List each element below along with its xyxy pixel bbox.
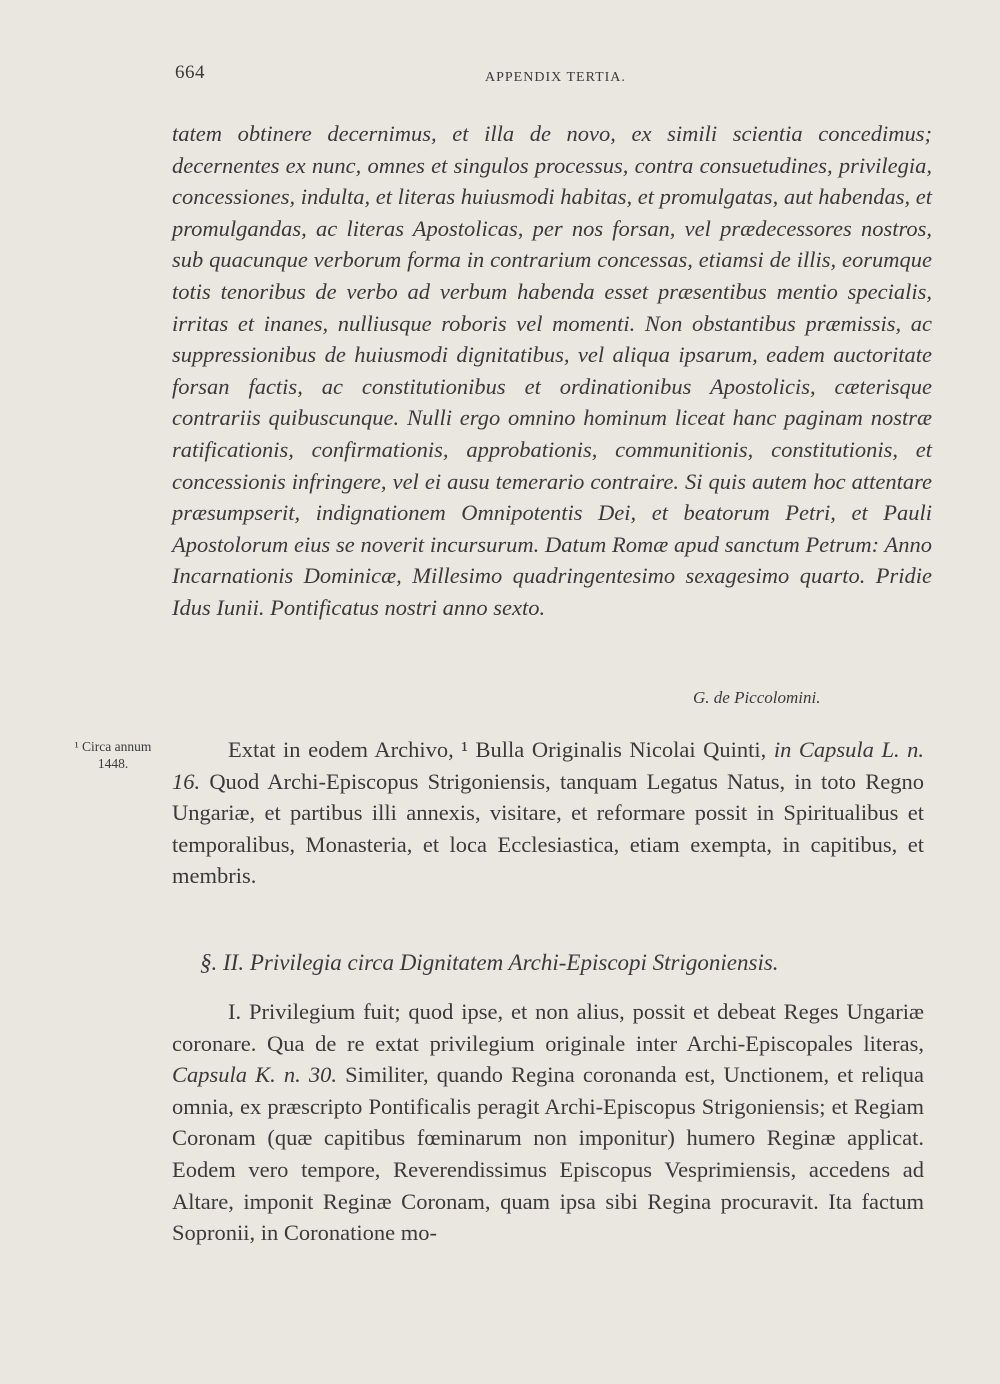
extat-paragraph: [172, 734, 924, 892]
margin-footnote: [58, 738, 168, 772]
signature-line: G. de Piccolomini.: [693, 688, 821, 707]
extat-text-start: Extat in eodem Archivo, ¹ Bulla Originalis Nicolai Quinti,: [228, 737, 767, 762]
margin-footnote-year: 1448.: [97, 756, 129, 771]
italic-text-block: tatem obtinere decernimus, et illa de novo, ex simili scientia concedimus; decernentes ex nunc, omnes et singulos processus, contra consuetudines, privilegia, concessiones, indulta, et literas huiusmodi habitas, et promulgatas, aut habendas, et promulgandas, ac literas Apostolicas, per nos forsan, vel prædecessores nostros, sub quacunque verborum forma in contrarium concessas, etiamsi de illis, eorumque totis tenoribus de verbo ad verbum habenda esset præsentibus mentio specialis, irritas et inanes, nulliusque roboris vel momenti. Non obstantibus præmissis, ac suppressionibus de huiusmodi dignitatibus, vel aliqua ipsarum, eadem auctoritate forsan factis, ac constitutionibus et ordinationibus Apostolicis, cæterisque contrariis quibuscunque. Nulli ergo omnino hominum liceat hanc paginam nostræ ratificationis, confirmationis, approbationis, communitionis, constitutionis, et concessionis infringere, vel ei ausu temerario contraire. Si quis autem hoc attentare præsumpserit, indignationem Omnipotentis Dei, et beatorum Petri, et Pauli Apostolorum eius se noverit incursurum. Datum Romæ apud sanctum Petrum: Anno Incarnationis Dominicæ, Millesimo quadringentesimo sexagesimo quarto. Pridie Idus Iunii. Pontificatus nostri anno sexto.: [172, 121, 932, 620]
extat-text-end: Quod Archi-Episcopus Strigoniensis, tanquam Legatus Natus, in toto Regno Ungariæ, et partibus illi annexis, visitare, et reformare possit in Spiritualibus et temporalibus, Monasteria, et loca Ecclesiastica, etiam exempta, in capitibus, et membris.: [172, 768, 924, 889]
privilege-paragraph: [172, 996, 924, 1249]
extat-capsula-reference: in Capsula L. n. 16.: [172, 737, 924, 794]
margin-footnote-line: ¹ Circa annum: [74, 739, 152, 754]
privilege-text-end: Similiter, quando Regina coronanda est, Unctionem, et reliqua omnia, ex præscripto Pontificalis peragit Archi-Episcopus Strigoniensis; et Regiam Coronam (quæ capitibus fœminarum non imponitur) humero Reginæ applicat. Eodem vero tempore, Reverendissimus Episcopus Vesprimiensis, accedens ad Altare, imponit Reginæ Coronam, quam ipsa sibi Regina procuravit. Ita factum Sopronii, in Coronatione mo-: [172, 1062, 925, 1246]
section-heading: §. II. Privilegia circa Dignitatem Archi-Episcopi Strigoniensis.: [200, 950, 779, 975]
running-head: APPENDIX TERTIA.: [485, 70, 626, 85]
page-header: [175, 62, 930, 92]
privilege-capsula-reference: Capsula K. n. 30.: [172, 1062, 337, 1088]
page-number: 664: [175, 62, 205, 83]
privilege-text-start: I. Privilegium fuit; quod ipse, et non alius, possit et debeat Reges Ungariæ coronare. Qua de re extat privilegium originale inter Archi-Episcopales literas,: [172, 999, 924, 1056]
